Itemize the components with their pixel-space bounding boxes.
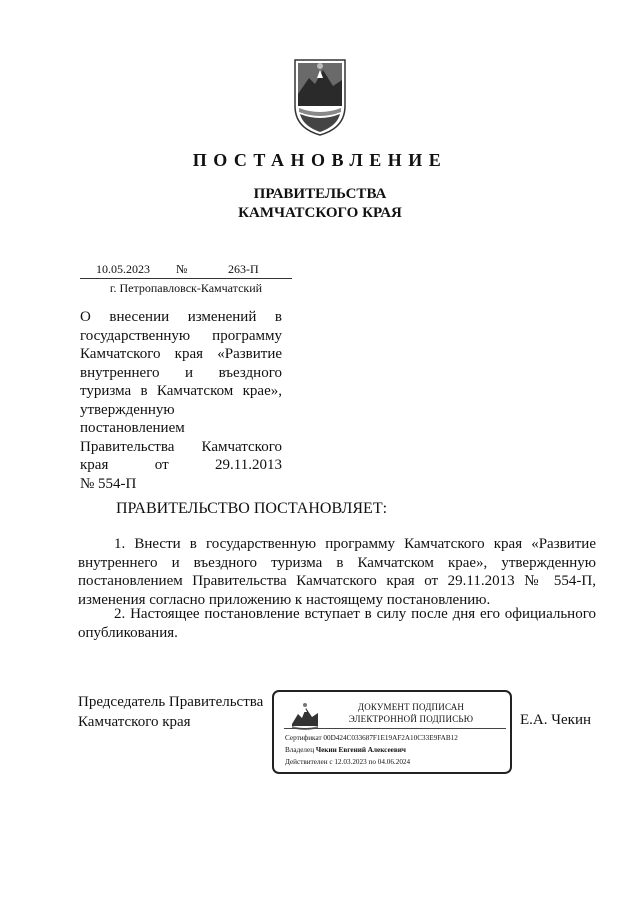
electronic-signature-stamp — [272, 690, 512, 774]
subject-line: Правительства Камчатского — [80, 438, 282, 455]
valid-from: 12.03.2023 — [334, 758, 367, 766]
decree-heading: ПРАВИТЕЛЬСТВО ПОСТАНОВЛЯЕТ: — [116, 500, 388, 517]
city: г. Петропавловск-Камчатский — [109, 281, 263, 295]
valid-to: 04.06.2024 — [377, 758, 411, 766]
subject-line: О внесении изменений в — [80, 309, 282, 325]
stamp-divider — [284, 728, 506, 729]
paragraph-1 — [78, 535, 596, 609]
signer-position-line-2: Камчатского края — [78, 714, 191, 730]
issuer-line-1: ПРАВИТЕЛЬСТВА — [253, 186, 387, 202]
signer-name: Е.А. Чекин — [520, 712, 591, 728]
valid-from-prefix: с — [329, 758, 333, 766]
paragraph-2-text: 2. Настоящее постановление вступает в силу после дня его официального опубликования. — [78, 606, 596, 641]
document-number: 263-П — [228, 262, 259, 276]
subject-line: Камчатского края «Развитие — [80, 346, 282, 362]
signer-position — [78, 692, 263, 732]
stamp-header-line-1: ДОКУМЕНТ ПОДПИСАН — [357, 702, 465, 712]
validity-label: Действителен — [285, 758, 328, 766]
subject-line: внутреннего и въездного — [80, 364, 282, 381]
date-number-line — [80, 260, 292, 279]
subject-line: края от 29.11.2013 — [80, 457, 282, 473]
document-date: 10.05.2023 — [96, 262, 150, 276]
certificate-label: Сертификат — [285, 734, 322, 742]
signer-position-line-1: Председатель Правительства — [78, 694, 264, 710]
owner-label: Владелец — [285, 746, 315, 754]
certificate-value: 00D424C033687F1E19AF2A10C33E9FAB12 — [323, 734, 458, 742]
stamp-coat-of-arms-icon — [290, 702, 320, 730]
subject-line: утвержденную постановлением — [80, 401, 185, 436]
document-title: ПОСТАНОВЛЕНИЕ — [192, 150, 448, 170]
coat-of-arms-icon — [291, 58, 349, 136]
paragraph-2 — [78, 605, 596, 642]
subject-line: № 554-П — [80, 475, 137, 492]
validity-line — [285, 758, 410, 766]
stamp-header-line-2: ЭЛЕКТРОННОЙ ПОДПИСЬЮ — [348, 714, 474, 724]
document-subject — [80, 308, 282, 493]
issuer-line-2: КАМЧАТСКОГО КРАЯ — [238, 205, 402, 221]
subject-line: туризма в Камчатском крае», — [80, 383, 282, 399]
owner-line — [285, 746, 406, 754]
paragraph-1-text: 1. Внести в государственную программу Камчатского края «Развитие внутреннего и въездного туризма в Камчатском крае», утвержденную постановлением Правительства Камчатского края от 29.11.2013 № 554-П, изменения согласно приложению к настоящему постановлению. — [78, 536, 596, 608]
number-sign: № — [176, 262, 188, 276]
valid-to-prefix: по — [368, 758, 376, 766]
subject-line: государственную программу — [80, 327, 282, 344]
owner-value: Чекин Евгений Алексеевич — [315, 746, 406, 754]
certificate-line — [285, 734, 458, 742]
